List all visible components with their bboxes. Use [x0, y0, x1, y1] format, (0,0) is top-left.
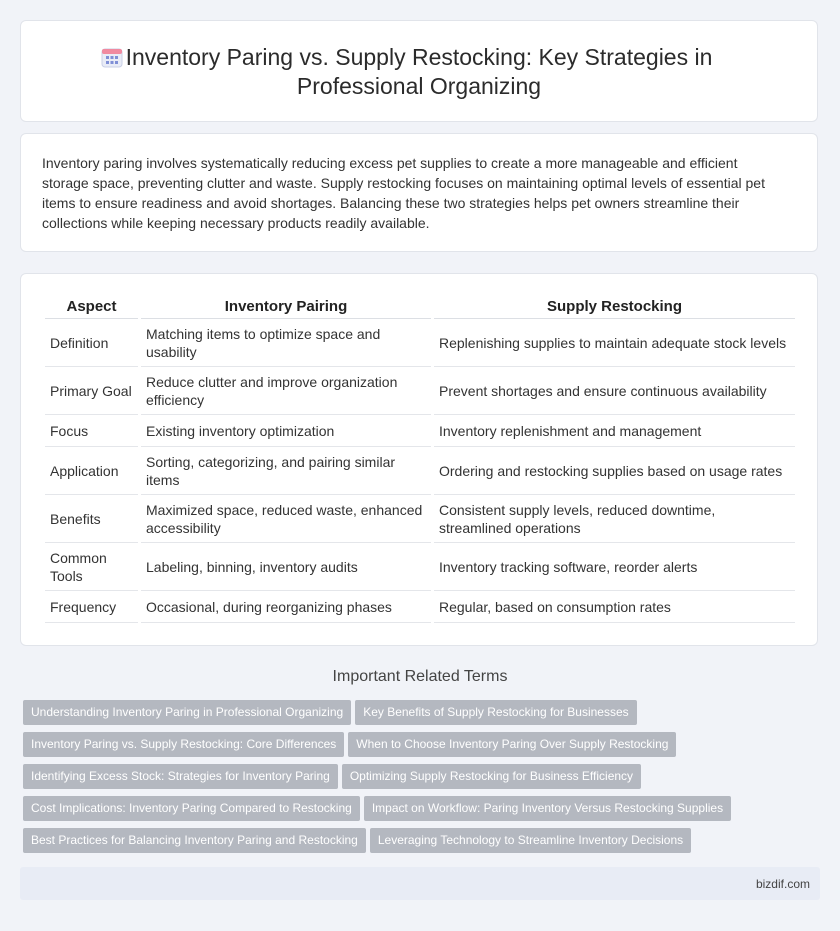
page-title: Inventory Paring vs. Supply Restocking: Key Strategies in Professional Organizing — [125, 44, 713, 99]
row-inventory-pairing: Maximized space, reduced waste, enhanced accessibility — [141, 495, 431, 543]
row-supply-restocking: Prevent shortages and ensure continuous availability — [434, 367, 795, 415]
title-card — [20, 20, 818, 122]
table-header-row — [45, 294, 795, 319]
related-term-link[interactable]: Understanding Inventory Paring in Professional Organizing — [23, 700, 351, 725]
header-aspect: Aspect — [45, 294, 138, 319]
related-term-link[interactable]: Cost Implications: Inventory Paring Compared to Restocking — [23, 796, 360, 821]
related-terms-list — [23, 700, 823, 860]
footer-site-name[interactable]: bizdif.com — [755, 877, 810, 891]
row-inventory-pairing: Matching items to optimize space and usability — [141, 319, 431, 367]
intro-paragraph: Inventory paring involves systematically reducing excess pet supplies to create a more manageable and efficient storage space, preventing clutter and waste. Supply restocking focuses on maintaining optimal levels of essential pet items to ensure readiness and avoid shortages. Balancing these two strategies helps pet owners streamline their collections while keeping necessary products readily available. — [42, 155, 765, 231]
row-aspect: Focus — [45, 415, 138, 447]
row-supply-restocking: Ordering and restocking supplies based on usage rates — [434, 447, 795, 495]
row-supply-restocking: Inventory tracking software, reorder alerts — [434, 543, 795, 591]
row-inventory-pairing: Labeling, binning, inventory audits — [141, 543, 431, 591]
header-inventory-pairing: Inventory Pairing — [141, 294, 431, 319]
row-supply-restocking: Inventory replenishment and management — [434, 415, 795, 447]
row-supply-restocking: Replenishing supplies to maintain adequate stock levels — [434, 319, 795, 367]
row-aspect: Frequency — [45, 591, 138, 623]
related-term-link[interactable]: Inventory Paring vs. Supply Restocking: Core Differences — [23, 732, 344, 757]
intro-card — [20, 133, 818, 252]
row-aspect: Definition — [45, 319, 138, 367]
related-term-link[interactable]: Optimizing Supply Restocking for Business Efficiency — [342, 764, 641, 789]
comparison-table-card — [20, 273, 818, 646]
row-aspect: Benefits — [45, 495, 138, 543]
related-terms-title: Important Related Terms — [332, 668, 508, 685]
footer — [20, 867, 820, 900]
table-row — [45, 367, 795, 415]
table-row — [45, 447, 795, 495]
related-term-link[interactable]: When to Choose Inventory Paring Over Supply Restocking — [348, 732, 676, 757]
header-supply-restocking: Supply Restocking — [434, 294, 795, 319]
table-row — [45, 415, 795, 447]
row-aspect: Application — [45, 447, 138, 495]
table-row — [45, 495, 795, 543]
row-supply-restocking: Regular, based on consumption rates — [434, 591, 795, 623]
row-aspect: Primary Goal — [45, 367, 138, 415]
table-row — [45, 591, 795, 623]
related-term-link[interactable]: Impact on Workflow: Paring Inventory Versus Restocking Supplies — [364, 796, 731, 821]
related-term-link[interactable]: Best Practices for Balancing Inventory Paring and Restocking — [23, 828, 366, 853]
table-row — [45, 543, 795, 591]
related-term-link[interactable]: Key Benefits of Supply Restocking for Businesses — [355, 700, 636, 725]
related-term-link[interactable]: Identifying Excess Stock: Strategies for Inventory Paring — [23, 764, 338, 789]
row-supply-restocking: Consistent supply levels, reduced downtime, streamlined operations — [434, 495, 795, 543]
table-row — [45, 319, 795, 367]
row-inventory-pairing: Sorting, categorizing, and pairing similar items — [141, 447, 431, 495]
row-aspect: Common Tools — [45, 543, 138, 591]
related-term-link[interactable]: Leveraging Technology to Streamline Inventory Decisions — [370, 828, 691, 853]
row-inventory-pairing: Reduce clutter and improve organization efficiency — [141, 367, 431, 415]
comparison-table — [42, 294, 798, 623]
row-inventory-pairing: Occasional, during reorganizing phases — [141, 591, 431, 623]
row-inventory-pairing: Existing inventory optimization — [141, 415, 431, 447]
